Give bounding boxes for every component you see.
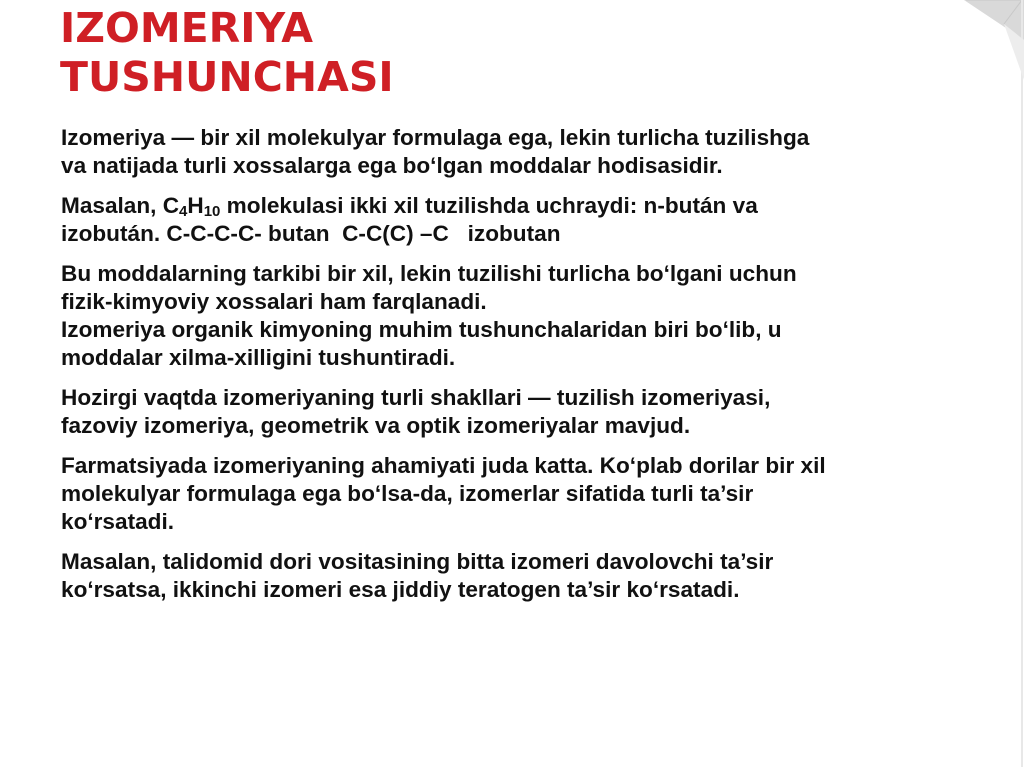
text-line: fizik-kimyoviy xossalari ham farqlanadi. (61, 289, 487, 314)
text-line: va natijada turli xossalarga ega bo‘lgan moddalar hodisasidir. (61, 153, 723, 178)
subscript: 10 (203, 203, 221, 220)
slide-title (60, 4, 394, 102)
text-line: izobután. C-C-C-C- butan C-C(C) –C izobutan (61, 221, 561, 246)
text-line: molekulyar formulaga ega bo‘lsa-da, izomerlar sifatida turli ta’sir (61, 481, 754, 506)
paragraph-pharmacy (61, 452, 991, 536)
text-fragment: Masalan, C (61, 193, 180, 218)
text-fragment: H (187, 193, 204, 218)
text-line: moddalar xilma-xilligini tushuntiradi. (61, 345, 456, 370)
slide-body (61, 124, 991, 604)
text-fragment: molekulasi ikki xil tuzilishda uchraydi: n-bután va (220, 193, 758, 218)
text-line (61, 192, 991, 220)
text-line: Izomeriya — bir xil molekulyar formulaga ega, lekin turlicha tuzilishga (61, 125, 810, 150)
text-line: Hozirgi vaqtda izomeriyaning turli shakllari — tuzilish izomeriyasi, (61, 385, 771, 410)
text-line: fazoviy izomeriya, geometrik va optik izomeriyalar mavjud. (61, 413, 691, 438)
paragraph-definition (61, 124, 991, 180)
paragraph-example-butane (61, 192, 991, 248)
text-line: ko‘rsatsa, ikkinchi izomeri esa jiddiy teratogen ta’sir ko‘rsatadi. (61, 577, 740, 602)
subscript: 4 (179, 203, 188, 220)
text-line: ko‘rsatadi. (61, 509, 175, 534)
paragraph-forms (61, 384, 991, 440)
slide-title-line-2: TUSHUNCHASI (60, 53, 394, 101)
paragraph-thalidomide (61, 548, 991, 604)
text-line: Izomeriya organik kimyoning muhim tushunchalaridan biri bo‘lib, u (61, 317, 782, 342)
text-line: Bu moddalarning tarkibi bir xil, lekin tuzilishi turlicha bo‘lgani uchun (61, 261, 797, 286)
slide-title-line-1: IZOMERIYA (60, 4, 313, 52)
text-line: Masalan, talidomid dori vositasining bitta izomeri davolovchi ta’sir (61, 549, 774, 574)
paragraph-composition (61, 260, 991, 372)
text-line: Farmatsiyada izomeriyaning ahamiyati juda katta. Ko‘plab dorilar bir xil (61, 453, 826, 478)
